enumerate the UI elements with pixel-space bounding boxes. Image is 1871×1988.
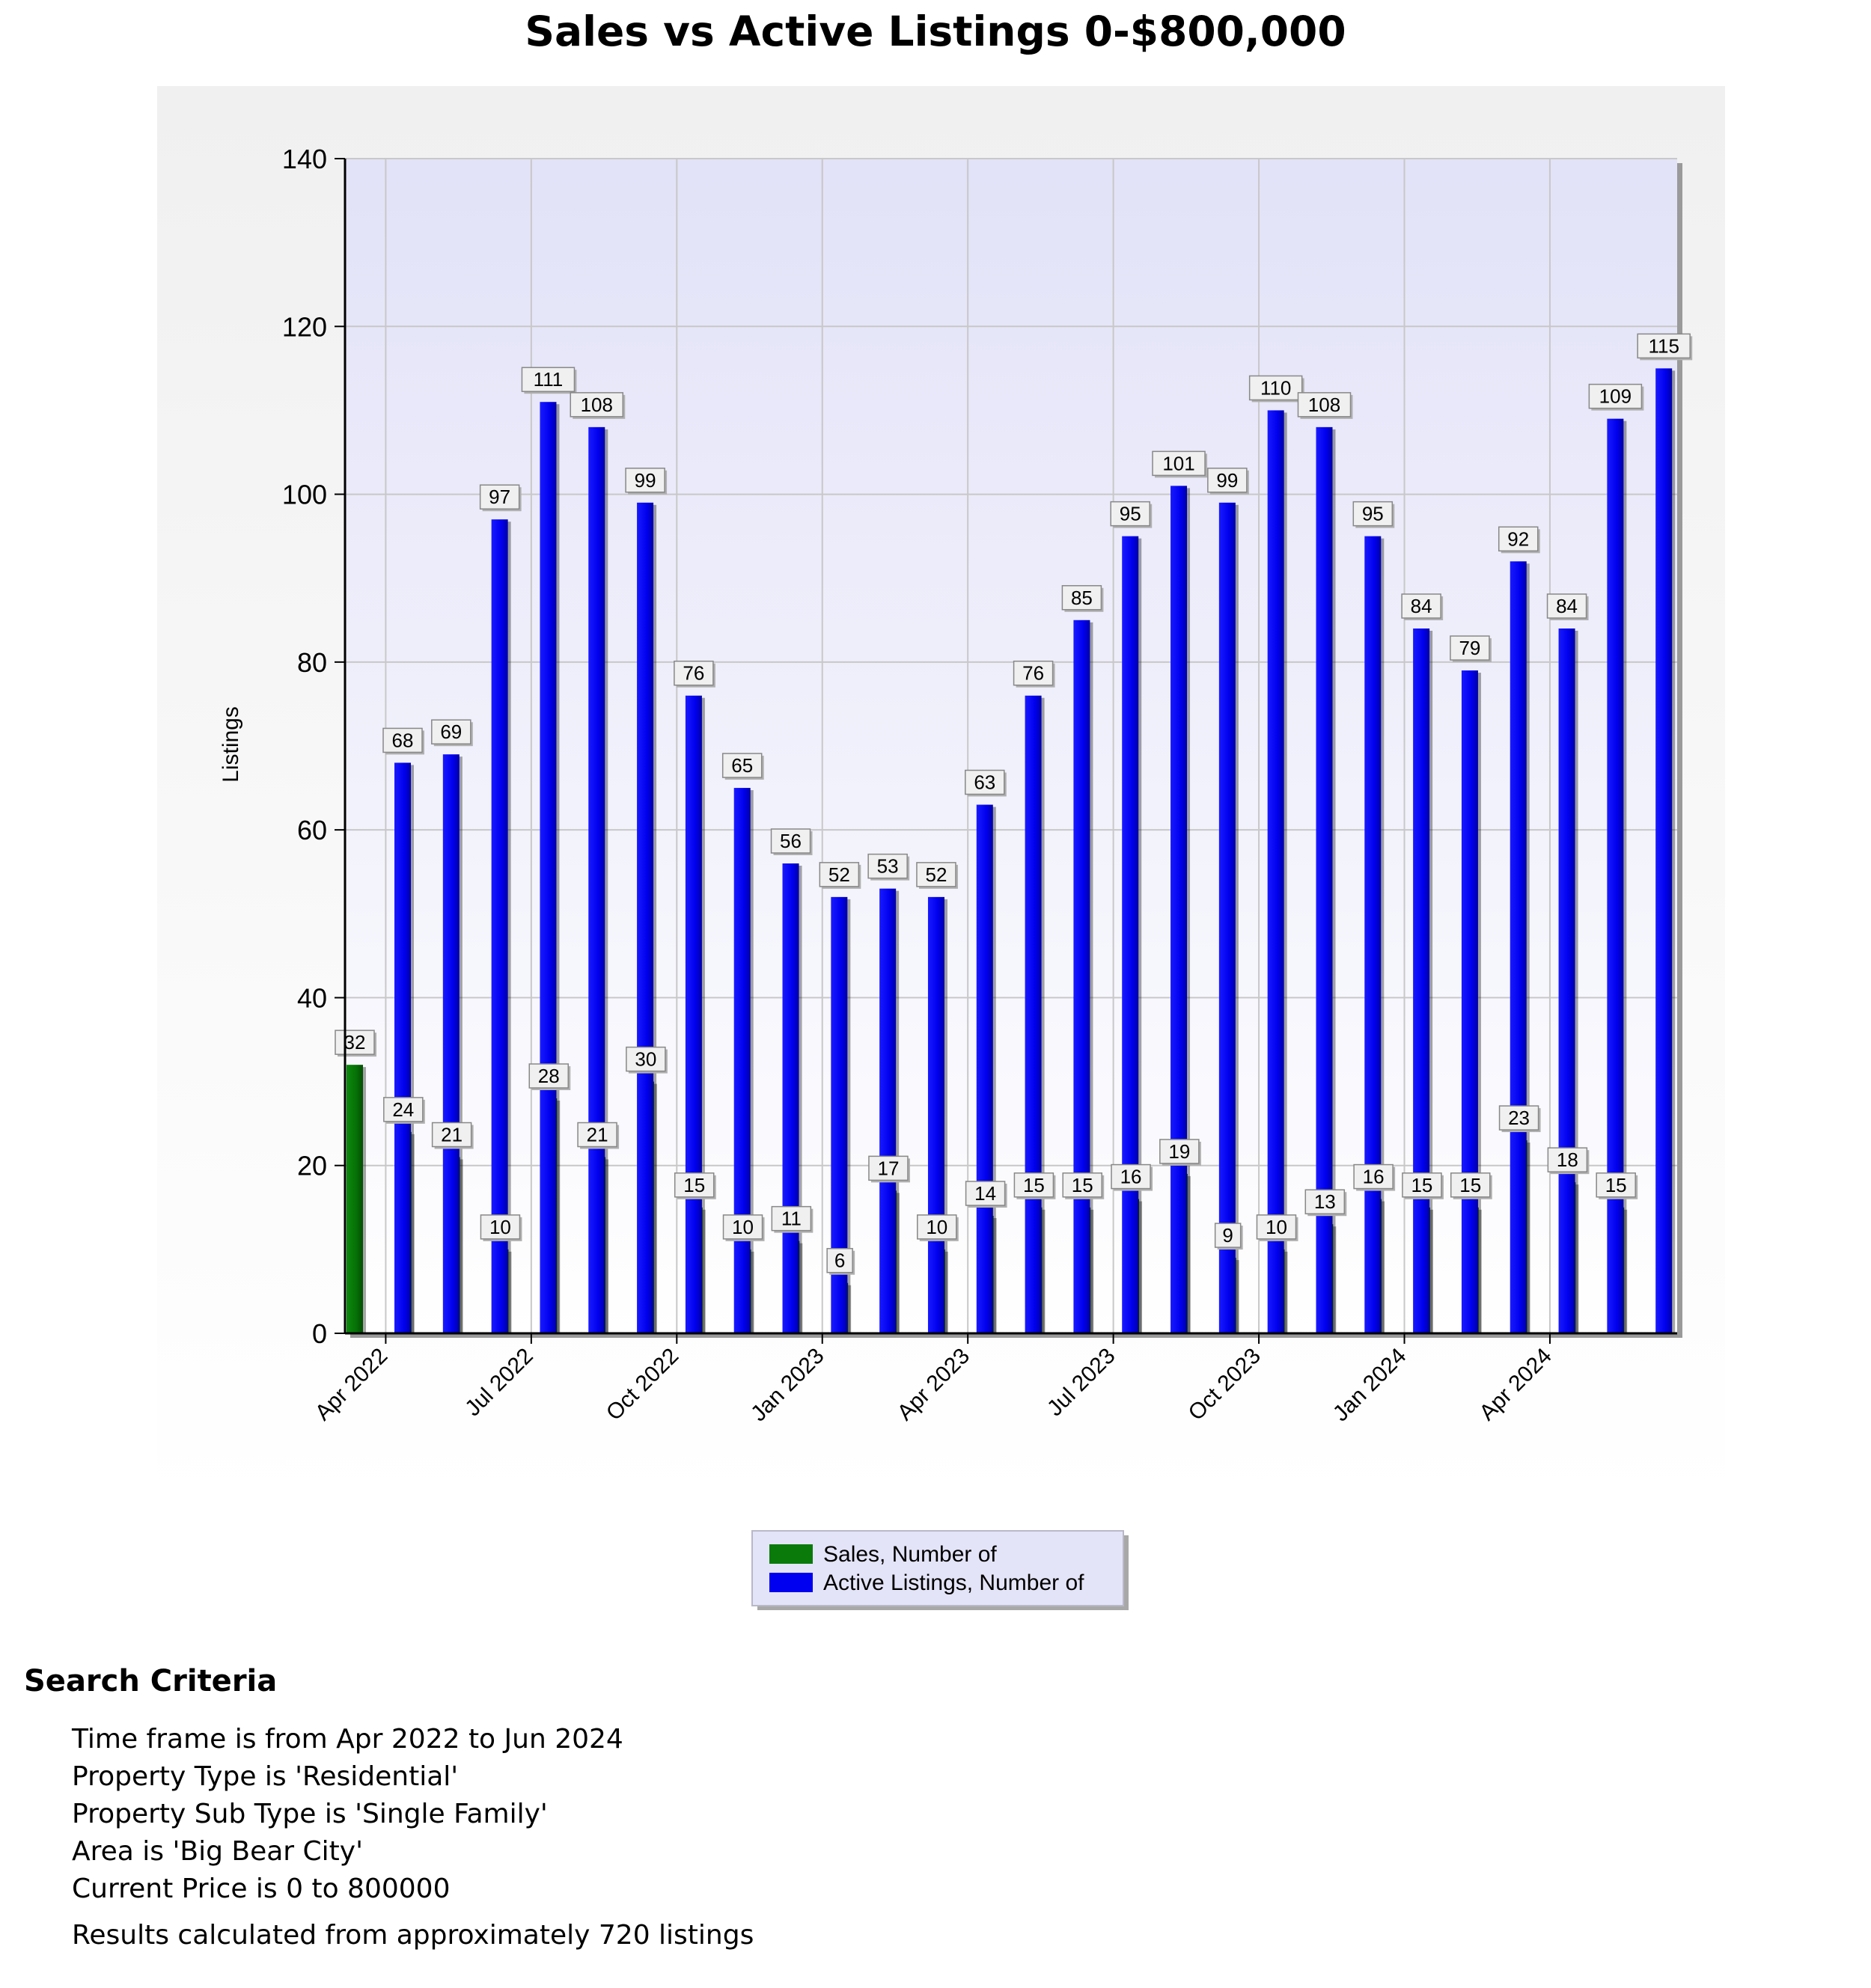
x-tick-label: Jan 2023 <box>746 1343 829 1427</box>
data-label-sales: 11 <box>781 1207 802 1230</box>
data-label-sales: 21 <box>441 1123 463 1146</box>
criteria-area: Area is 'Big Bear City' <box>72 1836 363 1867</box>
data-label-sales: 9 <box>1222 1224 1233 1247</box>
y-tick-label: 60 <box>296 815 327 846</box>
data-label-sales: 16 <box>1362 1165 1385 1188</box>
data-label-sales: 13 <box>1313 1190 1336 1214</box>
x-tick-label: Jul 2022 <box>460 1343 538 1422</box>
legend-swatch-active-listings <box>769 1573 813 1592</box>
bar-active-listings <box>588 427 605 1333</box>
data-label-active-listings: 84 <box>1556 595 1578 617</box>
x-tick-label: Jul 2023 <box>1043 1343 1120 1422</box>
y-tick-label: 40 <box>296 982 327 1014</box>
data-label-active-listings: 115 <box>1648 334 1679 358</box>
bar-active-listings <box>1073 620 1090 1333</box>
data-label-active-listings: 85 <box>1070 586 1093 609</box>
bar-active-listings <box>977 805 993 1334</box>
data-label-active-listings: 53 <box>876 854 899 878</box>
bar-sales <box>347 1065 363 1333</box>
bar-active-listings <box>1268 410 1284 1333</box>
y-tick-label: 80 <box>296 646 327 678</box>
data-label-sales: 15 <box>1411 1173 1433 1196</box>
data-label-sales: 10 <box>732 1215 754 1238</box>
criteria-time-frame: Time frame is from Apr 2022 to Jun 2024 <box>72 1724 623 1755</box>
data-label-sales: 10 <box>1266 1215 1287 1238</box>
bar-active-listings <box>734 788 751 1333</box>
data-label-active-listings: 65 <box>731 754 754 777</box>
bar-active-listings <box>1559 628 1575 1333</box>
bar-active-listings <box>686 696 702 1333</box>
data-label-sales: 18 <box>1556 1149 1578 1172</box>
bar-active-listings <box>394 762 411 1333</box>
data-label-active-listings: 52 <box>925 863 947 886</box>
data-label-active-listings: 79 <box>1459 637 1481 660</box>
data-label-active-listings: 108 <box>580 393 613 416</box>
bar-active-listings <box>783 863 799 1333</box>
bar-active-listings <box>1364 536 1381 1333</box>
legend-label-active-listings: Active Listings, Number of <box>823 1570 1084 1595</box>
data-label-sales: 19 <box>1168 1140 1191 1163</box>
chart-title: Sales vs Active Listings 0-$800,000 <box>525 7 1346 55</box>
data-label-sales: 16 <box>1120 1165 1142 1188</box>
data-label-active-listings: 95 <box>1119 502 1141 525</box>
data-label-sales: 30 <box>635 1047 657 1071</box>
data-label-active-listings: 99 <box>1216 468 1239 492</box>
x-tick-label: Apr 2024 <box>1474 1343 1557 1426</box>
x-tick-label: Apr 2022 <box>310 1343 393 1426</box>
x-tick-label: Oct 2023 <box>1183 1343 1266 1426</box>
data-label-active-listings: 69 <box>440 721 463 744</box>
data-label-active-listings: 101 <box>1162 452 1195 475</box>
results-summary: Results calculated from approximately 720 listings <box>72 1920 754 1951</box>
legend <box>752 1531 1129 1610</box>
data-label-sales: 15 <box>1605 1173 1627 1196</box>
data-label-active-listings: 63 <box>974 771 996 794</box>
x-tick-label: Apr 2023 <box>892 1343 975 1426</box>
search-criteria-list <box>72 1721 623 1908</box>
data-label-active-listings: 110 <box>1260 376 1292 400</box>
data-label-active-listings: 68 <box>391 729 414 752</box>
y-tick-label: 100 <box>281 479 327 510</box>
data-label-sales: 15 <box>1022 1173 1045 1196</box>
bar-active-listings <box>1170 486 1187 1333</box>
data-label-sales: 21 <box>586 1123 608 1146</box>
data-label-sales: 10 <box>489 1215 511 1238</box>
data-label-active-listings: 92 <box>1507 527 1530 551</box>
bar-active-listings <box>1025 696 1042 1333</box>
bar-active-listings <box>492 519 508 1333</box>
bar-active-listings <box>1462 670 1478 1333</box>
bar-active-listings <box>1122 536 1138 1333</box>
data-label-sales: 6 <box>834 1249 846 1272</box>
data-label-active-listings: 76 <box>1022 661 1045 685</box>
data-label-sales: 24 <box>392 1098 415 1121</box>
data-label-sales: 14 <box>974 1182 997 1205</box>
data-label-sales: 32 <box>344 1031 366 1054</box>
data-label-sales: 10 <box>926 1215 948 1238</box>
data-label-active-listings: 108 <box>1307 393 1341 416</box>
x-tick-label: Oct 2022 <box>601 1343 684 1426</box>
y-axis-label: Listings <box>219 706 243 783</box>
bar-active-listings <box>928 897 944 1333</box>
data-label-active-listings: 111 <box>533 368 564 391</box>
bar-active-listings <box>879 889 896 1333</box>
bar-active-listings <box>1510 561 1527 1333</box>
y-tick-label: 0 <box>311 1318 327 1349</box>
data-label-active-listings: 84 <box>1410 595 1432 617</box>
bar-active-listings <box>540 402 556 1333</box>
legend-label-sales: Sales, Number of <box>823 1542 997 1567</box>
criteria-price: Current Price is 0 to 800000 <box>72 1874 451 1904</box>
data-label-active-listings: 97 <box>489 486 511 509</box>
data-label-active-listings: 52 <box>828 863 850 886</box>
bar-active-listings <box>1655 368 1672 1333</box>
bar-active-listings <box>1219 503 1236 1333</box>
data-label-sales: 15 <box>683 1173 706 1196</box>
data-label-sales: 15 <box>1459 1173 1482 1196</box>
criteria-property-type: Property Type is 'Residential' <box>72 1761 459 1792</box>
data-label-active-listings: 76 <box>683 661 705 685</box>
data-label-active-listings: 99 <box>634 468 656 492</box>
search-criteria-heading: Search Criteria <box>24 1664 278 1698</box>
data-label-active-listings: 95 <box>1361 502 1384 525</box>
x-tick-label: Jan 2024 <box>1328 1343 1411 1427</box>
data-label-sales: 23 <box>1508 1107 1530 1130</box>
data-label-sales: 15 <box>1071 1173 1093 1196</box>
bar-active-listings <box>637 503 653 1333</box>
legend-swatch-sales <box>769 1544 813 1564</box>
data-label-sales: 28 <box>537 1065 560 1087</box>
data-label-sales: 17 <box>877 1157 900 1180</box>
y-tick-label: 20 <box>296 1150 327 1181</box>
criteria-property-sub-type: Property Sub Type is 'Single Family' <box>72 1799 548 1829</box>
bar-active-listings <box>443 754 460 1333</box>
data-label-active-listings: 109 <box>1599 385 1632 408</box>
data-label-active-listings: 56 <box>780 830 802 852</box>
bar-active-listings <box>1413 628 1429 1333</box>
y-tick-label: 120 <box>281 311 327 343</box>
y-tick-label: 140 <box>281 144 327 174</box>
